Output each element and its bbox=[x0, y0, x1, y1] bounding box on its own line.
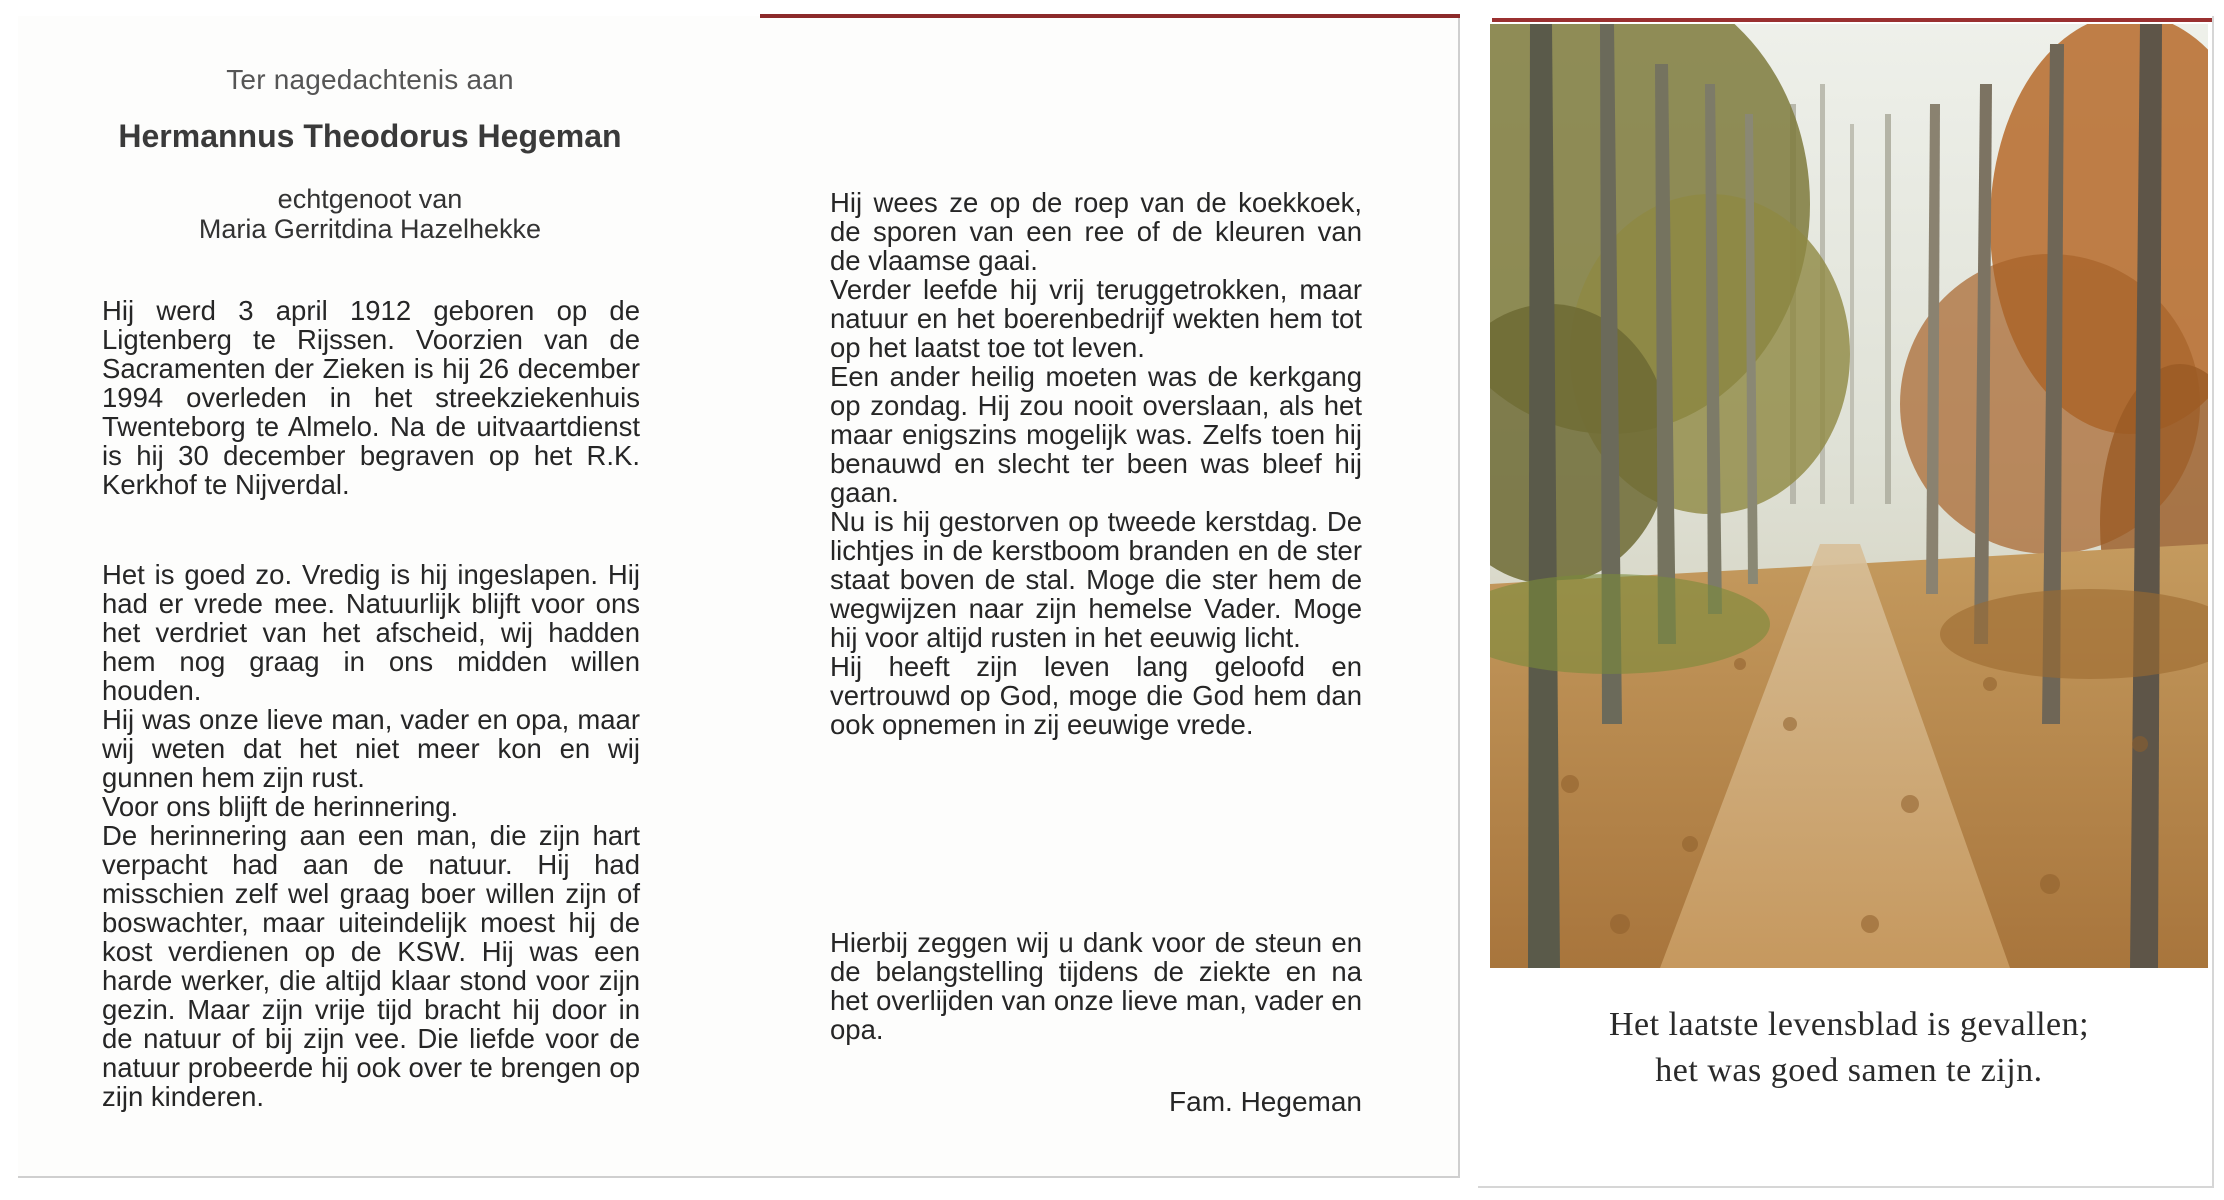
forest-illustration bbox=[1490, 24, 2208, 968]
biography-paragraph bbox=[102, 296, 640, 499]
biography-text: Hij werd 3 april 1912 geboren op de Ligtenberg te Rijssen. Voorzien van de Sacramenten der Zieken is hij 26 december 1994 overleden in het streekziekenhuis Twenteborg te Almelo. Na de uitvaartdienst is hij 30 december begraven op het R.K. Kerkhof te Nijverdal. bbox=[102, 295, 640, 500]
memories-paragraph bbox=[830, 188, 1362, 739]
spouse-label: echtgenoot van bbox=[277, 184, 463, 214]
intro-text: Ter nagedachtenis aan bbox=[226, 64, 514, 95]
memories-text: Hij heeft zijn leven lang geloofd en vertrouwd op God, moge die God hem dan ook opnemen in zij eeuwige vrede. bbox=[830, 651, 1362, 740]
memories-text: Een ander heilig moeten was de kerkgang op zondag. Hij zou nooit overslaan, als het maar enigszins mogelijk was. Zelfs toen hij benauwd en slecht ter been was bleef hij gaan. bbox=[830, 361, 1362, 508]
autumn-forest-photo bbox=[1490, 24, 2208, 968]
photo-card-top-edge bbox=[1492, 18, 2212, 22]
memorial-quote bbox=[1490, 1002, 2208, 1094]
thanks-text: Hierbij zeggen wij u dank voor de steun en de belangstelling tijdens de ziekte en na het overlijden van onze lieve man, vader en opa. bbox=[830, 927, 1362, 1045]
thanks-paragraph bbox=[830, 928, 1362, 1044]
eulogy-text: Voor ons blijft de herinnering. bbox=[102, 791, 459, 822]
eulogy-paragraph bbox=[102, 560, 640, 1111]
deceased-name: Hermannus Theodorus Hegeman bbox=[118, 118, 622, 154]
family-signature: Fam. Hegeman bbox=[1169, 1086, 1362, 1117]
eulogy-text: De herinnering aan een man, die zijn hart verpacht had aan de natuur. Hij had misschien zelf wel graag boer willen zijn of boswachter, maar uiteindelijk moest hij de kost verdienen op de KSW. Hij was een harde werker, die altijd klaar stond voor zijn gezin. Maar zijn vrije tijd bracht hij door in de natuur of bij zijn vee. Die liefde voor de natuur probeerde hij ook over te brengen op zijn kinderen. bbox=[102, 820, 640, 1112]
memories-text: Nu is hij gestorven op tweede kerstdag. De lichtjes in de kerstboom branden en de ster staat boven de stal. Moge die ster hem de wegwijzen naar zijn hemelse Vader. Moge hij voor altijd rusten in het eeuwig licht. bbox=[830, 506, 1362, 653]
eulogy-text: Hij was onze lieve man, vader en opa, maar wij weten dat het niet meer kon en wij gunnen hem zijn rust. bbox=[102, 704, 640, 793]
memories-text: Hij wees ze op de roep van de koekkoek, de sporen van een ree of de kleuren van de vlaamse gaai. bbox=[830, 187, 1362, 276]
quote-line-1: Het laatste levensblad is gevallen; bbox=[1608, 1006, 2090, 1043]
spouse-name: Maria Gerritdina Hazelhekke bbox=[198, 214, 542, 244]
memories-text: Verder leefde hij vrij teruggetrokken, maar natuur en het boerenbedrijf wekten hem tot op het laatst toe tot leven. bbox=[830, 274, 1362, 363]
eulogy-text: Het is goed zo. Vredig is hij ingeslapen. Hij had er vrede mee. Natuurlijk blijft voor ons het verdriet van het afscheid, wij hadden hem nog graag in ons midden willen houden. bbox=[102, 559, 640, 706]
quote-line-2: het was goed samen te zijn. bbox=[1655, 1052, 2043, 1089]
